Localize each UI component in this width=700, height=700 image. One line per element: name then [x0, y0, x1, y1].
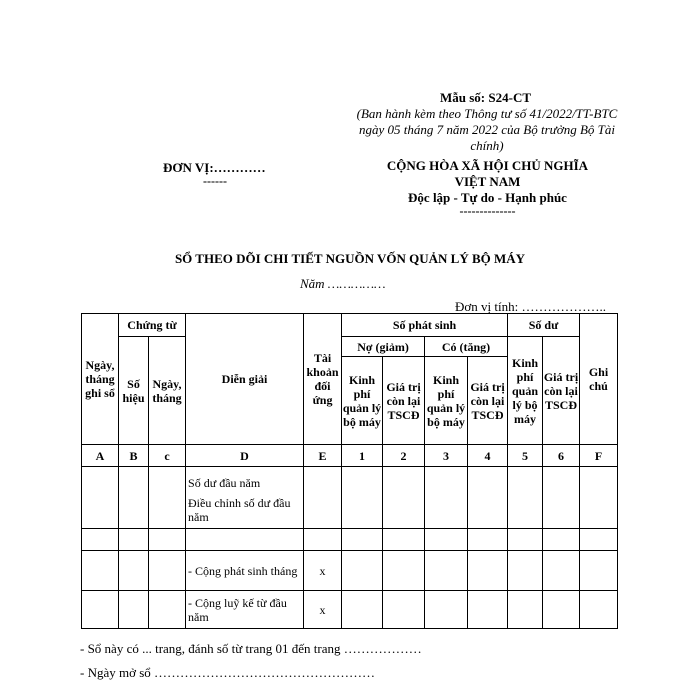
country-heading: CỘNG HÒA XÃ HỘI CHỦ NGHĨA VIỆT NAM	[386, 158, 589, 189]
x-mark: x	[304, 591, 342, 629]
header-balance-residual: Giá trị còn lại TSCĐ	[543, 337, 580, 445]
page-title: SỔ THEO DÕI CHI TIẾT NGUỒN VỐN QUẢN LÝ BỘ MÁY	[174, 251, 526, 266]
motto-divider: --------------	[459, 204, 516, 218]
ledger-table	[81, 313, 618, 629]
x-mark: x	[304, 551, 342, 591]
header-balance-cost: Kinh phí quản lý bộ máy	[508, 337, 543, 445]
header-date: Ngày, tháng ghi sổ	[82, 314, 119, 445]
column-code: 6	[543, 445, 580, 467]
header-voucher-date: Ngày, tháng	[149, 337, 186, 445]
issuance-note: (Ban hành kèm theo Thông tư số 41/2022/TT-BTC ngày 05 tháng 7 năm 2022 của Bộ trưởng Bộ Tài chính)	[356, 106, 618, 153]
header-debit-cost: Kinh phí quản lý bộ máy	[342, 357, 383, 445]
column-code: 2	[383, 445, 425, 467]
column-code: 4	[468, 445, 508, 467]
form-number: Mẫu số: S24-CT	[440, 90, 532, 105]
opening-balance-cell	[186, 467, 304, 529]
header-credit-cost: Kinh phí quản lý bộ máy	[425, 357, 468, 445]
motto: Độc lập - Tự do - Hạnh phúc	[408, 190, 567, 205]
header-debit-residual: Giá trị còn lại TSCĐ	[383, 357, 425, 445]
open-date-note: - Ngày mở sổ ……………………………………………	[80, 665, 376, 680]
header-debit: Nợ (giảm)	[342, 337, 425, 357]
column-code: E	[304, 445, 342, 467]
year-line: Năm ……………	[300, 276, 386, 291]
column-code-row	[82, 445, 618, 467]
unit-label: ĐƠN VỊ:…………	[163, 160, 266, 175]
column-code: F	[580, 445, 618, 467]
header-note: Ghi chú	[580, 314, 618, 445]
header-account: Tài khoản đối ứng	[304, 314, 342, 445]
column-code: 3	[425, 445, 468, 467]
column-code: D	[186, 445, 304, 467]
header-arising: Số phát sinh	[342, 314, 508, 337]
header-credit-residual: Giá trị còn lại TSCĐ	[468, 357, 508, 445]
table-row	[82, 467, 618, 529]
column-code: A	[82, 445, 119, 467]
opening-balance-label: Số dư đầu năm	[188, 476, 261, 490]
header-description: Diễn giải	[186, 314, 304, 445]
table-row	[82, 591, 618, 629]
header-voucher-no: Số hiệu	[119, 337, 149, 445]
unit-of-calculation: Đơn vị tính: ………………..	[455, 299, 606, 314]
column-code: c	[149, 445, 186, 467]
column-code: 1	[342, 445, 383, 467]
column-code: B	[119, 445, 149, 467]
ytd-total-label: - Cộng luỹ kế từ đầu năm	[186, 591, 304, 629]
page-count-note: - Sổ này có ... trang, đánh số từ trang 01 đến trang ………………	[80, 641, 422, 656]
unit-divider: ------	[203, 174, 227, 188]
month-total-label: - Cộng phát sinh tháng	[186, 551, 304, 591]
column-code: 5	[508, 445, 543, 467]
header-voucher: Chứng từ	[119, 314, 186, 337]
adjust-balance-label: Điều chỉnh số dư đầu năm	[188, 496, 291, 524]
header-credit: Có (tăng)	[425, 337, 508, 357]
header-balance: Số dư	[508, 314, 580, 337]
table-row	[82, 529, 618, 551]
table-row	[82, 551, 618, 591]
